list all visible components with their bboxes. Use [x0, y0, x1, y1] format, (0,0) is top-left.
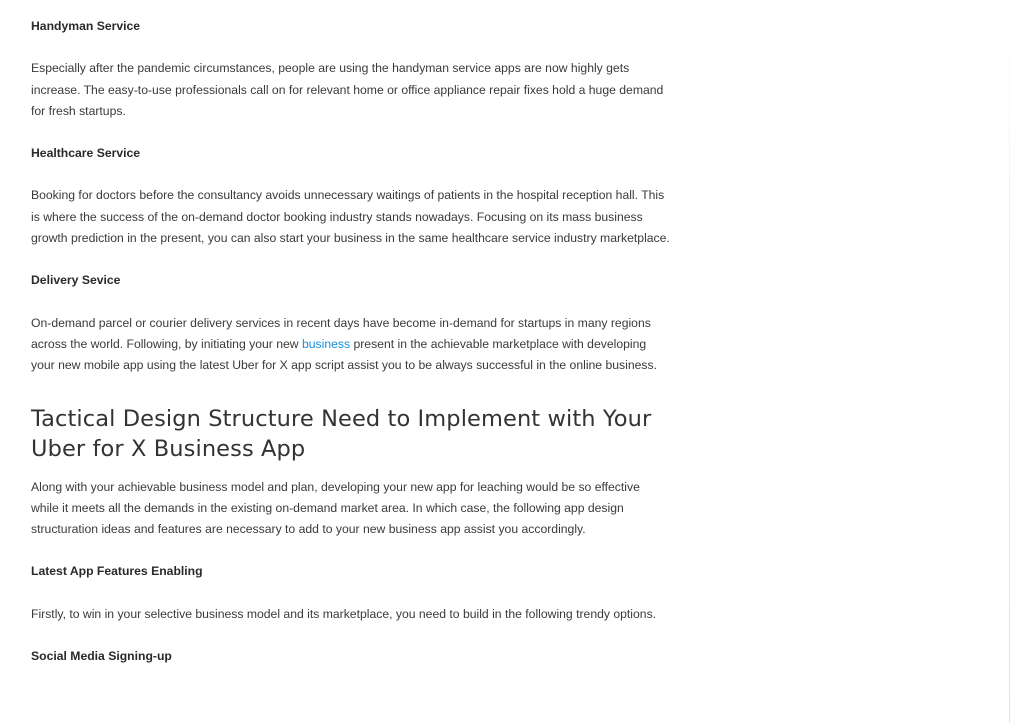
- business-link[interactable]: business: [301, 336, 351, 351]
- section-body-handyman: Especially after the pandemic circumstances, people are using the handyman service apps are now highly gets increase. The easy-to-use professionals call on for relevant home or office appliance repair fixes hold a huge demand for fresh startups.: [31, 61, 664, 118]
- section-body-healthcare: Booking for doctors before the consultancy avoids unnecessary waitings of patients in the hospital reception hall. This is where the success of the on-demand doctor booking industry stands nowadays. Focusing on its mass business growth prediction in the present, you can also start your business in the same healthcare service industry marketplace.: [31, 188, 670, 246]
- features-title: Latest App Features Enabling: [31, 564, 203, 579]
- section-body-delivery: [31, 313, 671, 377]
- social-signup-title: Social Media Signing-up: [31, 649, 172, 664]
- section-title-healthcare: Healthcare Service: [31, 146, 141, 161]
- section-title-handyman: Handyman Service: [31, 19, 141, 33]
- features-paragraph: Firstly, to win in your selective business model and its marketplace, you need to build in the following trendy options.: [31, 606, 657, 621]
- article-content: [31, 16, 671, 667]
- delivery-text-before: On-demand parcel or courier delivery services in recent days have become in-demand for startups in many regions across the world. Following, by initiating your new: [31, 315, 651, 351]
- page-edge-divider: [1009, 0, 1010, 723]
- section-title-delivery: Delivery Sevice: [31, 273, 121, 288]
- delivery-text-after: present in the achievable marketplace with developing your new mobile app using the latest Uber for X app script assist you to be always successful in the online business.: [31, 336, 657, 373]
- intro-paragraph: Along with your achievable business model and plan, developing your new app for leaching would be so effective while it meets all the demands in the existing on-demand market area. In which case, the following app design structuration ideas and features are necessary to add to your new business app assist you accordingly.: [31, 479, 640, 537]
- section-heading: Tactical Design Structure Need to Implement with Your Uber for X Business App: [31, 405, 652, 462]
